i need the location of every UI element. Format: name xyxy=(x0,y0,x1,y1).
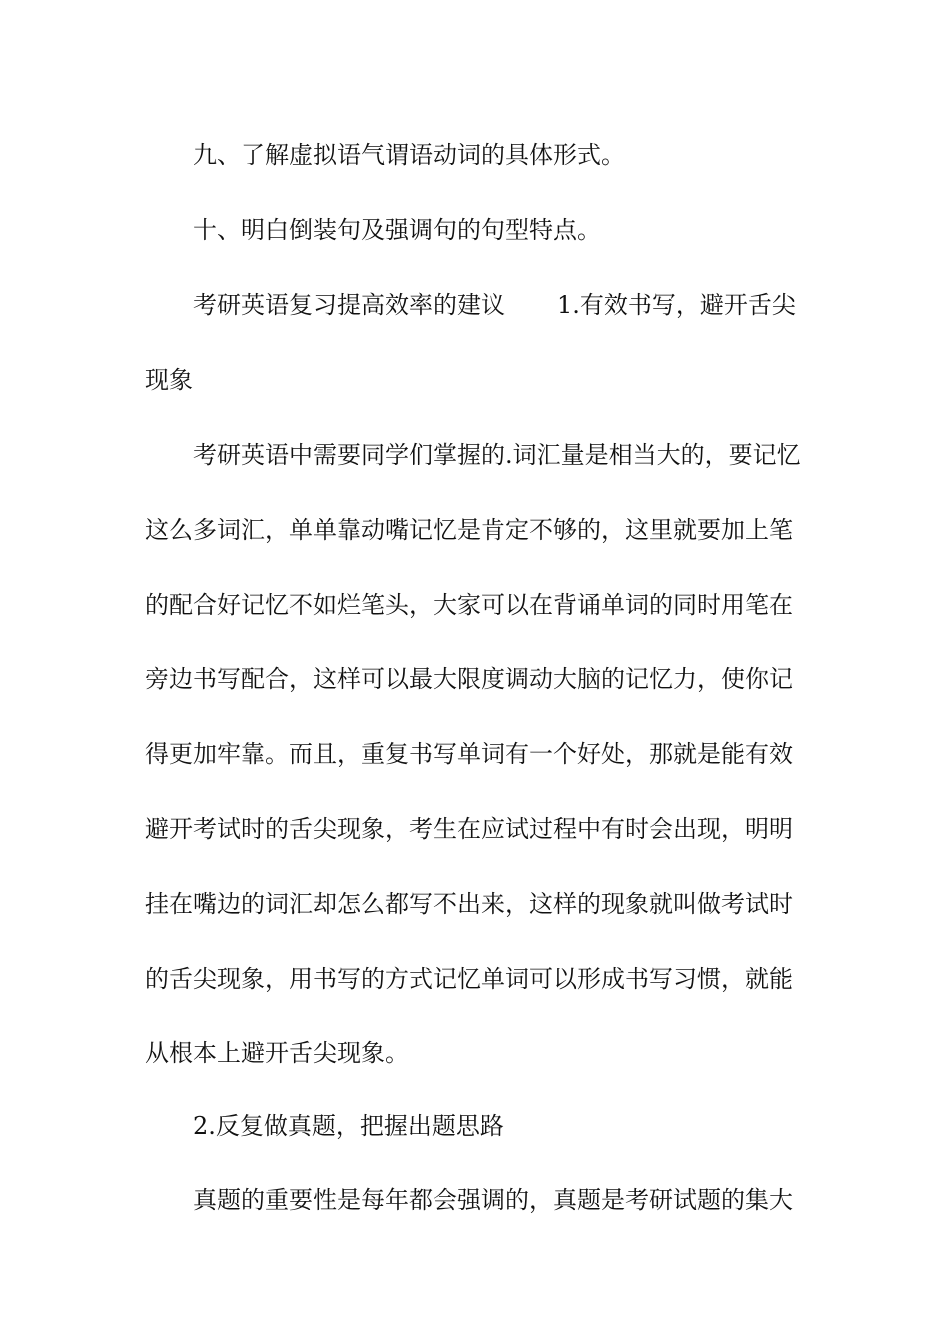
subheading-2: 2.反复做真题，把握出题思路 xyxy=(193,1112,504,1140)
paragraph-2-line-1: 真题的重要性是每年都会强调的，真题是考研试题的集大 xyxy=(193,1186,793,1214)
paragraph-1-line-1: 考研英语中需要同学们掌握的.词汇量是相当大的，要记忆 xyxy=(193,441,801,469)
item-nine: 九、了解虚拟语气谓语动词的具体形式。 xyxy=(193,141,625,169)
paragraph-1-line-9: 从根本上避开舌尖现象。 xyxy=(145,1039,409,1067)
paragraph-1-line-4: 旁边书写配合，这样可以最大限度调动大脑的记忆力，使你记 xyxy=(145,665,793,693)
subheading-1-continued: 现象 xyxy=(145,366,193,394)
section-title: 考研英语复习提高效率的建议 xyxy=(193,291,505,319)
paragraph-1-line-6: 避开考试时的舌尖现象，考生在应试过程中有时会出现，明明 xyxy=(145,815,793,843)
item-ten: 十、明白倒装句及强调句的句型特点。 xyxy=(193,216,601,244)
paragraph-1-line-7: 挂在嘴边的词汇却怎么都写不出来，这样的现象就叫做考试时 xyxy=(145,890,793,918)
paragraph-1-line-8: 的舌尖现象，用书写的方式记忆单词可以形成书写习惯，就能 xyxy=(145,965,793,993)
section-heading xyxy=(145,289,810,321)
paragraph-1-line-3: 的配合好记忆不如烂笔头，大家可以在背诵单词的同时用笔在 xyxy=(145,591,793,619)
paragraph-1-line-2: 这么多词汇，单单靠动嘴记忆是肯定不够的，这里就要加上笔 xyxy=(145,516,793,544)
subheading-1: 1.有效书写，避开舌尖 xyxy=(557,291,796,319)
paragraph-1-line-5: 得更加牢靠。而且，重复书写单词有一个好处，那就是能有效 xyxy=(145,740,793,768)
